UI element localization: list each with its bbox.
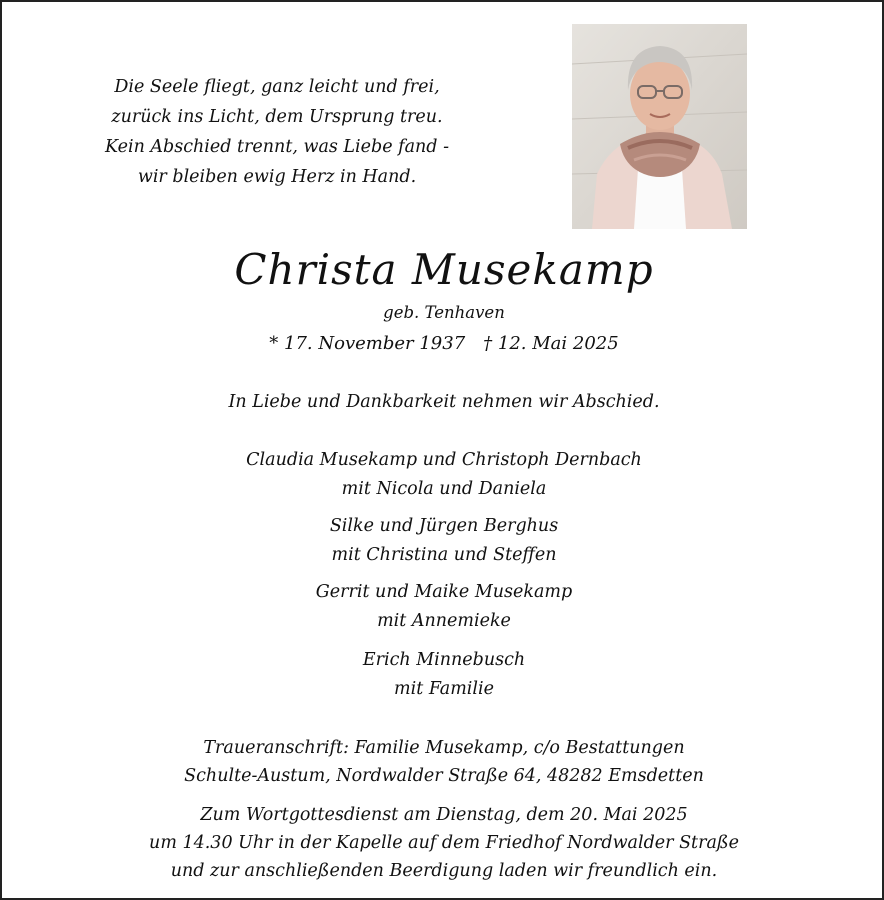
poem [62, 72, 492, 192]
mourner-group [2, 446, 884, 504]
poem-line: Kein Abschied trennt, was Liebe fand - [105, 137, 449, 157]
death-date: † 12. Mai 2025 [483, 333, 619, 354]
service-invitation [2, 801, 884, 885]
mourner-group [2, 578, 884, 636]
mourner-group [2, 646, 884, 704]
deceased-name: Christa Musekamp [234, 245, 654, 294]
mourner-names: Claudia Musekamp und Christoph Dernbach [246, 450, 642, 470]
poem-line: wir bleiben ewig Herz in Hand. [137, 167, 417, 187]
maiden-name: geb. Tenhaven [383, 303, 505, 322]
service-line: Zum Wortgottesdienst am Dienstag, dem 20. Mai 2025 [200, 805, 688, 825]
mourner-family: mit Christina und Steffen [331, 545, 557, 565]
portrait-illustration [572, 24, 747, 229]
mourner-names: Silke und Jürgen Berghus [329, 516, 559, 536]
farewell-line: In Liebe und Dankbarkeit nehmen wir Abschied. [228, 392, 660, 412]
poem-line: zurück ins Licht, dem Ursprung treu. [111, 107, 443, 127]
life-dates [2, 330, 884, 358]
service-line: und zur anschließenden Beerdigung laden wir freundlich ein. [170, 861, 718, 881]
mourner-family: mit Familie [394, 679, 494, 699]
address-line: Schulte-Austum, Nordwalder Straße 64, 48282 Emsdetten [184, 766, 704, 786]
mourner-family: mit Nicola und Daniela [341, 479, 547, 499]
poem-line: Die Seele fliegt, ganz leicht und frei, [114, 77, 440, 97]
mourner-names: Gerrit und Maike Musekamp [315, 582, 573, 602]
portrait-photo [572, 24, 747, 229]
service-line: um 14.30 Uhr in der Kapelle auf dem Friedhof Nordwalder Straße [149, 833, 739, 853]
address-line: Traueranschrift: Familie Musekamp, c/o Bestattungen [203, 738, 685, 758]
mourner-group [2, 512, 884, 570]
mourner-family: mit Annemieke [377, 611, 511, 631]
mourning-address [2, 734, 884, 790]
mourner-names: Erich Minnebusch [362, 650, 526, 670]
birth-date: * 17. November 1937 [269, 333, 466, 354]
